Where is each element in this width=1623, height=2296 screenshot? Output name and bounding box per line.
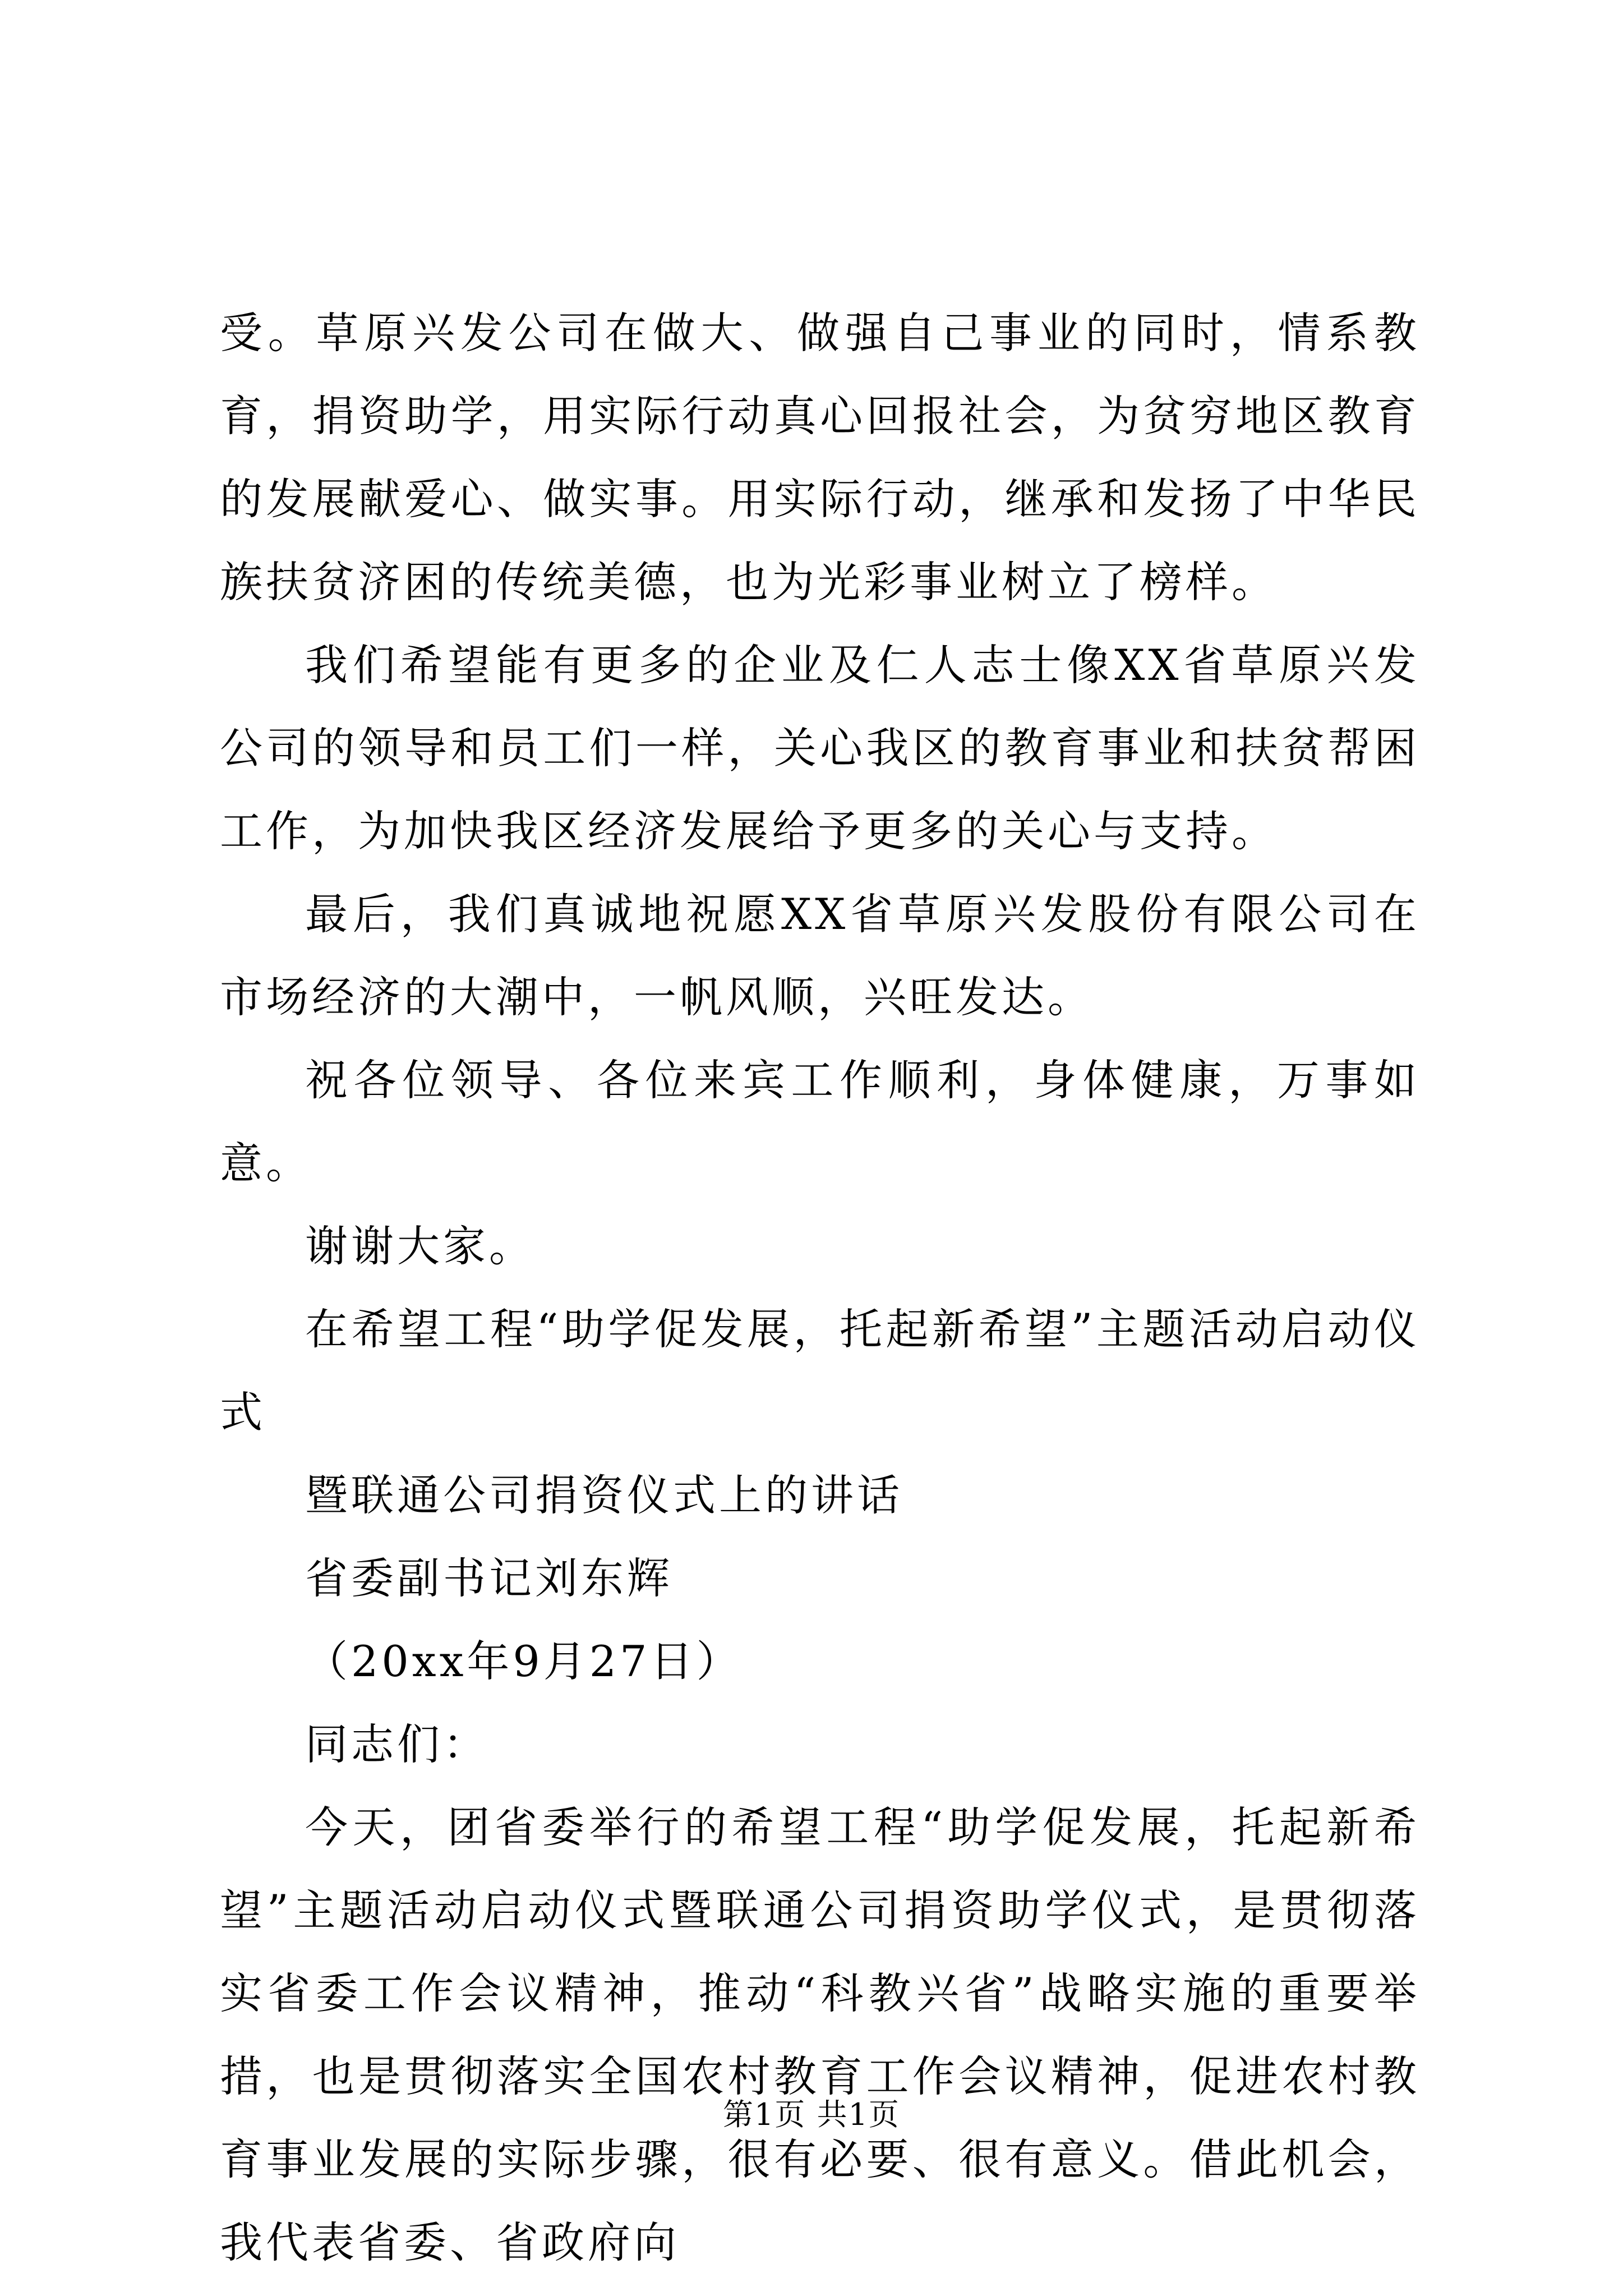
paragraph-blessing: 祝各位领导、各位来宾工作顺利，身体健康，万事如意。 <box>220 1055 1420 1188</box>
page-footer <box>0 2092 1623 2137</box>
speech-title-line-1: 在希望工程“助学促发展，托起新希望”主题活动启动仪式 <box>220 1304 1420 1437</box>
document-body <box>220 292 1420 2284</box>
paragraph-thanks: 谢谢大家。 <box>305 1221 535 1271</box>
page-number-label: 第1页 共1页 <box>723 2097 900 2132</box>
paragraph-continuation: 受。草原兴发公司在做大、做强自己事业的同时，情系教育，捐资助学，用实际行动真心回报社会，为贫穷地区教育的发展献爱心、做实事。用实际行动，继承和发扬了中华民族扶贫济困的传统美德，也为光彩事业树立了榜样。 <box>220 308 1420 607</box>
speaker-name: 省委副书记刘东辉 <box>305 1553 673 1603</box>
salutation: 同志们： <box>305 1719 489 1769</box>
paragraph-hope: 我们希望能有更多的企业及仁人志士像XX省草原兴发公司的领导和员工们一样，关心我区的教育事业和扶贫帮困工作，为加快我区经济发展给予更多的关心与支持。 <box>220 640 1420 856</box>
paragraph-wishes: 最后，我们真诚地祝愿XX省草原兴发股份有限公司在市场经济的大潮中，一帆风顺，兴旺发达。 <box>220 889 1420 1022</box>
speech-title-line-2: 暨联通公司捐资仪式上的讲话 <box>305 1470 903 1520</box>
speech-date: （20xx年9月27日） <box>305 1636 743 1686</box>
paragraph-speech-body: 今天，团省委举行的希望工程“助学促发展，托起新希望”主题活动启动仪式暨联通公司捐资助学仪式，是贯彻落实省委工作会议精神，推动“科教兴省”战略实施的重要举措，也是贯彻落实全国农村教育工作会议精神，促进农村教育事业发展的实际步骤，很有必要、很有意义。借此机会，我代表省委、省政府向 <box>220 1802 1420 2267</box>
